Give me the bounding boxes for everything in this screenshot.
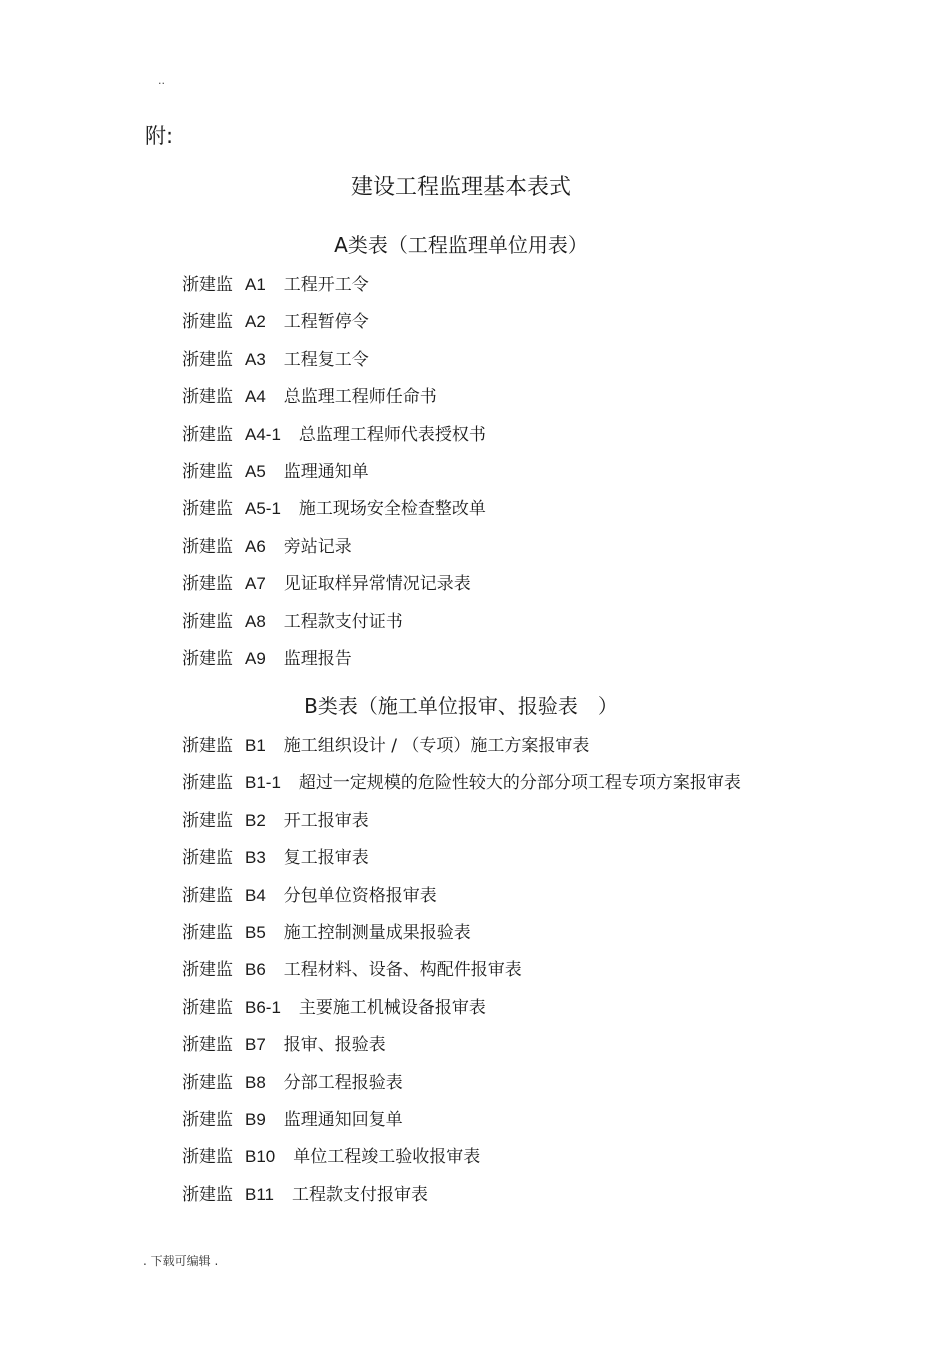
form-name: 施工组织设计 / （专项）施工方案报审表 <box>283 736 590 756</box>
form-list-item <box>182 348 486 385</box>
form-code: A1 <box>245 275 266 294</box>
form-list-item <box>182 310 486 347</box>
attachment-label: 附: <box>145 124 174 148</box>
form-name: 工程暂停令 <box>283 312 369 333</box>
form-prefix: 浙建监 <box>182 499 233 520</box>
form-prefix: 浙建监 <box>182 773 233 794</box>
form-list-item <box>182 771 741 808</box>
form-name: 开工报审表 <box>283 810 369 831</box>
form-code: A6 <box>245 536 266 556</box>
form-name: 工程款支付报审表 <box>292 1184 428 1205</box>
form-list-item <box>182 1145 741 1182</box>
form-list-item <box>182 958 741 995</box>
form-code: B9 <box>245 1109 266 1129</box>
form-name: 监理报告 <box>283 648 352 669</box>
form-name: 单位工程竣工验收报审表 <box>293 1147 481 1168</box>
form-prefix: 浙建监 <box>182 275 233 295</box>
form-name: 施工现场安全检查整改单 <box>298 499 486 520</box>
form-name: 主要施工机械设备报审表 <box>298 997 486 1018</box>
form-prefix: 浙建监 <box>182 387 233 408</box>
section-b-heading: B类表（施工单位报审、报验表 ） <box>304 694 618 718</box>
form-code: A5-1 <box>245 499 281 519</box>
form-list-item <box>182 884 741 921</box>
form-prefix: 浙建监 <box>182 736 233 756</box>
form-code: A4-1 <box>245 424 281 444</box>
section-b-list <box>182 734 741 1220</box>
form-list-item <box>182 460 486 497</box>
footer-note: . 下载可编辑 . <box>143 1254 219 1268</box>
form-list-item <box>182 996 741 1033</box>
form-name: 工程材料、设备、构配件报审表 <box>283 960 522 981</box>
form-code: B1-1 <box>245 773 281 793</box>
form-prefix: 浙建监 <box>182 1035 233 1056</box>
form-list-item <box>182 497 486 534</box>
form-code: A8 <box>245 611 266 631</box>
form-prefix: 浙建监 <box>182 885 233 906</box>
form-list-item <box>182 846 741 883</box>
form-code: A2 <box>245 312 266 332</box>
form-code: B3 <box>245 848 266 868</box>
form-name: 总监理工程师代表授权书 <box>298 424 486 445</box>
form-name: 见证取样异常情况记录表 <box>283 574 471 595</box>
form-list-item <box>182 423 486 460</box>
form-prefix: 浙建监 <box>182 922 233 943</box>
form-code: B6 <box>245 960 266 980</box>
form-code: A7 <box>245 574 266 594</box>
form-code: B10 <box>245 1147 276 1167</box>
form-list-item <box>182 809 741 846</box>
section-a-list <box>182 273 486 684</box>
form-list-item <box>182 1033 741 1070</box>
form-list-item <box>182 1108 741 1145</box>
form-list-item <box>182 647 486 684</box>
form-prefix: 浙建监 <box>182 461 233 482</box>
form-name: 分部工程报验表 <box>283 1072 403 1093</box>
form-name: 超过一定规模的危险性较大的分部分项工程专项方案报审表 <box>298 773 741 794</box>
form-code: B8 <box>245 1072 266 1092</box>
form-code: B7 <box>245 1035 266 1055</box>
form-name: 监理通知回复单 <box>283 1109 403 1130</box>
form-code: A4 <box>245 387 266 407</box>
section-a-heading: A类表（工程监理单位用表） <box>334 233 588 257</box>
form-name: 报审、报验表 <box>283 1035 386 1056</box>
form-code: A3 <box>245 349 266 369</box>
form-prefix: 浙建监 <box>182 536 233 557</box>
form-code: A9 <box>245 648 266 668</box>
form-name: 施工控制测量成果报验表 <box>283 922 471 943</box>
form-code: B5 <box>245 922 266 942</box>
form-prefix: 浙建监 <box>182 1072 233 1093</box>
form-list-item <box>182 385 486 422</box>
form-list-item <box>182 572 486 609</box>
document-title: 建设工程监理基本表式 <box>350 175 571 200</box>
form-name: 工程款支付证书 <box>283 611 403 632</box>
form-list-item <box>182 1183 741 1220</box>
form-prefix: 浙建监 <box>182 574 233 595</box>
form-prefix: 浙建监 <box>182 1184 233 1205</box>
form-prefix: 浙建监 <box>182 611 233 632</box>
form-list-item <box>182 273 486 310</box>
form-name: 工程复工令 <box>283 349 369 370</box>
form-list-item <box>182 1071 741 1108</box>
form-prefix: 浙建监 <box>182 424 233 445</box>
form-code: A5 <box>245 461 266 481</box>
form-prefix: 浙建监 <box>182 997 233 1018</box>
form-name: 总监理工程师任命书 <box>283 387 437 408</box>
form-prefix: 浙建监 <box>182 1109 233 1130</box>
form-prefix: 浙建监 <box>182 648 233 669</box>
form-prefix: 浙建监 <box>182 960 233 981</box>
form-prefix: 浙建监 <box>182 810 233 831</box>
form-list-item <box>182 921 741 958</box>
form-prefix: 浙建监 <box>182 312 233 333</box>
form-name: 旁站记录 <box>283 536 352 557</box>
form-name: 监理通知单 <box>283 461 369 482</box>
form-list-item <box>182 734 741 771</box>
form-name: 工程开工令 <box>283 275 369 295</box>
form-name: 复工报审表 <box>283 848 369 869</box>
form-prefix: 浙建监 <box>182 349 233 370</box>
form-code: B2 <box>245 810 266 830</box>
form-list-item <box>182 535 486 572</box>
form-code: B11 <box>245 1184 274 1204</box>
form-list-item <box>182 610 486 647</box>
form-prefix: 浙建监 <box>182 848 233 869</box>
form-code: B1 <box>245 736 266 755</box>
top-mark: .. <box>158 74 165 87</box>
form-prefix: 浙建监 <box>182 1147 233 1168</box>
form-code: B6-1 <box>245 997 281 1017</box>
form-code: B4 <box>245 885 266 905</box>
form-name: 分包单位资格报审表 <box>283 885 437 906</box>
